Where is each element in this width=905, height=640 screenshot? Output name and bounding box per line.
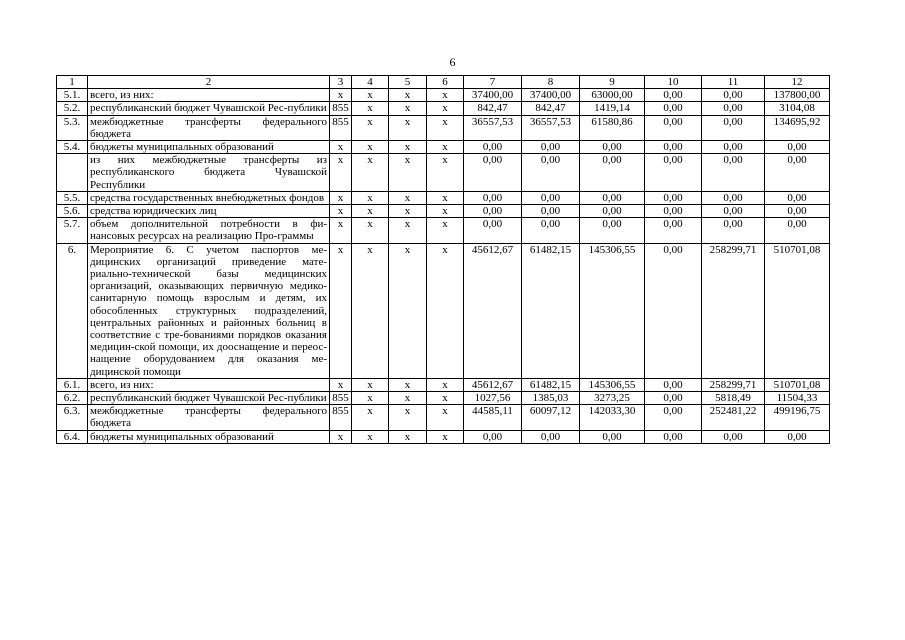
table-cell: 145306,55 <box>580 243 645 378</box>
table-cell: x <box>427 218 464 243</box>
table-cell: 0,00 <box>522 141 580 154</box>
table-cell: 0,00 <box>522 191 580 204</box>
table-cell: 0,00 <box>645 154 702 192</box>
table-cell: 0,00 <box>645 243 702 378</box>
table-cell: 0,00 <box>645 89 702 102</box>
table-cell: x <box>330 430 352 443</box>
table-cell: 3104,08 <box>765 102 830 115</box>
column-header: 7 <box>464 76 522 89</box>
table-cell: 0,00 <box>702 102 765 115</box>
table-cell: 510701,08 <box>765 378 830 391</box>
table-cell: 0,00 <box>702 115 765 140</box>
table-row <box>57 115 830 140</box>
table-cell: 1027,56 <box>464 392 522 405</box>
table-row <box>57 430 830 443</box>
table-row <box>57 102 830 115</box>
table-cell: x <box>427 205 464 218</box>
column-header: 9 <box>580 76 645 89</box>
table-cell: 145306,55 <box>580 378 645 391</box>
table-row <box>57 243 830 378</box>
table-cell: 0,00 <box>702 89 765 102</box>
table-cell: x <box>352 205 389 218</box>
table-cell: 45612,67 <box>464 378 522 391</box>
table-cell: 258299,71 <box>702 243 765 378</box>
row-description: межбюджетные трансферты федерального бюджета <box>88 115 330 140</box>
table-cell: x <box>330 191 352 204</box>
table-cell: 37400,00 <box>522 89 580 102</box>
table-cell: 252481,22 <box>702 405 765 430</box>
table-cell: x <box>330 89 352 102</box>
table-cell: x <box>389 243 427 378</box>
table-cell: 0,00 <box>522 430 580 443</box>
table-cell: 0,00 <box>464 218 522 243</box>
table-row <box>57 218 830 243</box>
table-cell: 36557,53 <box>522 115 580 140</box>
table-cell: 855 <box>330 102 352 115</box>
table-cell: x <box>352 115 389 140</box>
table-cell: 842,47 <box>522 102 580 115</box>
column-header: 2 <box>88 76 330 89</box>
table-cell: 0,00 <box>522 205 580 218</box>
column-header: 11 <box>702 76 765 89</box>
row-description: из них межбюджетные трансферты из республиканского бюджета Чувашской Республики <box>88 154 330 192</box>
table-cell: x <box>427 191 464 204</box>
table-cell: 142033,30 <box>580 405 645 430</box>
row-description: бюджеты муниципальных образований <box>88 430 330 443</box>
table-cell: x <box>427 405 464 430</box>
table-cell: 44585,11 <box>464 405 522 430</box>
row-description: Мероприятие 6. С учетом паспортов ме-дицинских организаций приведение мате-риально-технической базы медицинских организаций, оказывающих первичную медико-санитарную помощь взрослым и детям, их обособленных структурных подразделений, центральных районных и районных больниц в соответствие с тре-бованиями порядков оказания медицин-ской помощи, их дооснащение и переос-нащение оборудованием для оказания ме-дицинской помощи <box>88 243 330 378</box>
table-cell: x <box>389 102 427 115</box>
table-cell: 855 <box>330 392 352 405</box>
row-description: бюджеты муниципальных образований <box>88 141 330 154</box>
table-cell: 45612,67 <box>464 243 522 378</box>
table-cell: 0,00 <box>464 141 522 154</box>
table-cell: x <box>427 430 464 443</box>
table-cell: x <box>330 243 352 378</box>
table-cell: x <box>352 154 389 192</box>
table-cell: x <box>330 378 352 391</box>
row-number: 5.6. <box>57 205 88 218</box>
table-row <box>57 378 830 391</box>
table-cell: 0,00 <box>522 154 580 192</box>
table-header-row <box>57 76 830 89</box>
table-cell: x <box>427 89 464 102</box>
table-cell: 0,00 <box>580 191 645 204</box>
page-number: 6 <box>449 55 456 69</box>
table-row <box>57 89 830 102</box>
table-cell: 0,00 <box>464 205 522 218</box>
column-header: 12 <box>765 76 830 89</box>
row-number: 6.1. <box>57 378 88 391</box>
table-cell: x <box>427 378 464 391</box>
table-cell: 0,00 <box>464 430 522 443</box>
table-cell: x <box>352 141 389 154</box>
row-number: 5.5. <box>57 191 88 204</box>
table-cell: 0,00 <box>580 141 645 154</box>
table-cell: 134695,92 <box>765 115 830 140</box>
table-row <box>57 205 830 218</box>
table-cell: x <box>427 154 464 192</box>
table-cell: x <box>352 430 389 443</box>
column-header: 4 <box>352 76 389 89</box>
table-cell: 61580,86 <box>580 115 645 140</box>
row-number: 5.4. <box>57 141 88 154</box>
table-cell: x <box>389 392 427 405</box>
table-cell: 1419,14 <box>580 102 645 115</box>
table-cell: 0,00 <box>765 191 830 204</box>
table-cell: 5818,49 <box>702 392 765 405</box>
table-cell: 0,00 <box>645 378 702 391</box>
table-body <box>57 76 830 444</box>
table-row <box>57 392 830 405</box>
table-cell: x <box>352 218 389 243</box>
table-cell: 258299,71 <box>702 378 765 391</box>
row-number: 5.7. <box>57 218 88 243</box>
table-cell: x <box>427 102 464 115</box>
row-number <box>57 154 88 192</box>
table-cell: 0,00 <box>645 430 702 443</box>
table-cell: x <box>330 218 352 243</box>
table-cell: 0,00 <box>702 205 765 218</box>
table-cell: 37400,00 <box>464 89 522 102</box>
table-cell: 0,00 <box>645 191 702 204</box>
table-cell: 0,00 <box>765 205 830 218</box>
table-cell: 0,00 <box>765 430 830 443</box>
table-cell: 842,47 <box>464 102 522 115</box>
table-cell: 0,00 <box>580 218 645 243</box>
row-number: 5.3. <box>57 115 88 140</box>
table-cell: x <box>389 141 427 154</box>
table-cell: 855 <box>330 115 352 140</box>
table-cell: x <box>389 430 427 443</box>
table-cell: x <box>330 205 352 218</box>
table-cell: 0,00 <box>645 205 702 218</box>
table-cell: 137800,00 <box>765 89 830 102</box>
table-cell: 0,00 <box>522 218 580 243</box>
table-cell: x <box>389 205 427 218</box>
row-number: 6.4. <box>57 430 88 443</box>
table-cell: x <box>389 154 427 192</box>
table-cell: x <box>389 405 427 430</box>
row-description: межбюджетные трансферты федерального бюджета <box>88 405 330 430</box>
table-cell: x <box>427 115 464 140</box>
table-cell: 3273,25 <box>580 392 645 405</box>
table-cell: x <box>352 378 389 391</box>
table-cell: x <box>389 378 427 391</box>
table-cell: x <box>427 392 464 405</box>
table-cell: x <box>389 115 427 140</box>
row-description: республиканский бюджет Чувашской Рес-публики <box>88 102 330 115</box>
table-cell: x <box>352 102 389 115</box>
row-description: всего, из них: <box>88 378 330 391</box>
row-number: 6.3. <box>57 405 88 430</box>
table-cell: x <box>352 405 389 430</box>
table-cell: 0,00 <box>702 430 765 443</box>
table-cell: 0,00 <box>765 218 830 243</box>
table-row <box>57 141 830 154</box>
table-cell: 60097,12 <box>522 405 580 430</box>
table-cell: 0,00 <box>645 115 702 140</box>
row-description: всего, из них: <box>88 89 330 102</box>
table-cell: 0,00 <box>580 154 645 192</box>
table-cell: 855 <box>330 405 352 430</box>
table-cell: 11504,33 <box>765 392 830 405</box>
table-cell: x <box>427 243 464 378</box>
column-header: 6 <box>427 76 464 89</box>
table-cell: 61482,15 <box>522 378 580 391</box>
table-cell: 0,00 <box>702 191 765 204</box>
row-description: объем дополнительной потребности в фи-нансовых ресурсах на реализацию Про-граммы <box>88 218 330 243</box>
table-cell: 0,00 <box>702 141 765 154</box>
table-cell: x <box>389 218 427 243</box>
table-cell: 1385,03 <box>522 392 580 405</box>
table-cell: x <box>352 89 389 102</box>
row-number: 5.1. <box>57 89 88 102</box>
column-header: 8 <box>522 76 580 89</box>
column-header: 10 <box>645 76 702 89</box>
table-cell: 36557,53 <box>464 115 522 140</box>
table-cell: 61482,15 <box>522 243 580 378</box>
table-cell: x <box>352 191 389 204</box>
table-cell: 0,00 <box>645 392 702 405</box>
table-cell: 499196,75 <box>765 405 830 430</box>
row-number: 5.2. <box>57 102 88 115</box>
table-cell: x <box>389 89 427 102</box>
table-cell: 510701,08 <box>765 243 830 378</box>
table-cell: x <box>389 191 427 204</box>
column-header: 3 <box>330 76 352 89</box>
table-row <box>57 191 830 204</box>
table-cell: x <box>352 243 389 378</box>
table-cell: 0,00 <box>580 205 645 218</box>
row-description: средства государственных внебюджетных фондов <box>88 191 330 204</box>
table-row <box>57 154 830 192</box>
table-cell: x <box>330 141 352 154</box>
table-cell: 63000,00 <box>580 89 645 102</box>
table-row <box>57 405 830 430</box>
table-cell: 0,00 <box>702 218 765 243</box>
table-cell: 0,00 <box>464 154 522 192</box>
row-description: средства юридических лиц <box>88 205 330 218</box>
table-cell: x <box>427 141 464 154</box>
table-cell: 0,00 <box>702 154 765 192</box>
column-header: 5 <box>389 76 427 89</box>
column-header: 1 <box>57 76 88 89</box>
table-cell: 0,00 <box>645 102 702 115</box>
table-cell: x <box>330 154 352 192</box>
table-cell: 0,00 <box>464 191 522 204</box>
table-cell: 0,00 <box>765 141 830 154</box>
table-cell: x <box>352 392 389 405</box>
table-cell: 0,00 <box>645 405 702 430</box>
table-cell: 0,00 <box>580 430 645 443</box>
budget-table <box>56 75 830 444</box>
table-cell: 0,00 <box>645 141 702 154</box>
row-number: 6. <box>57 243 88 378</box>
table-cell: 0,00 <box>645 218 702 243</box>
table-cell: 0,00 <box>765 154 830 192</box>
row-number: 6.2. <box>57 392 88 405</box>
row-description: республиканский бюджет Чувашской Рес-публики <box>88 392 330 405</box>
